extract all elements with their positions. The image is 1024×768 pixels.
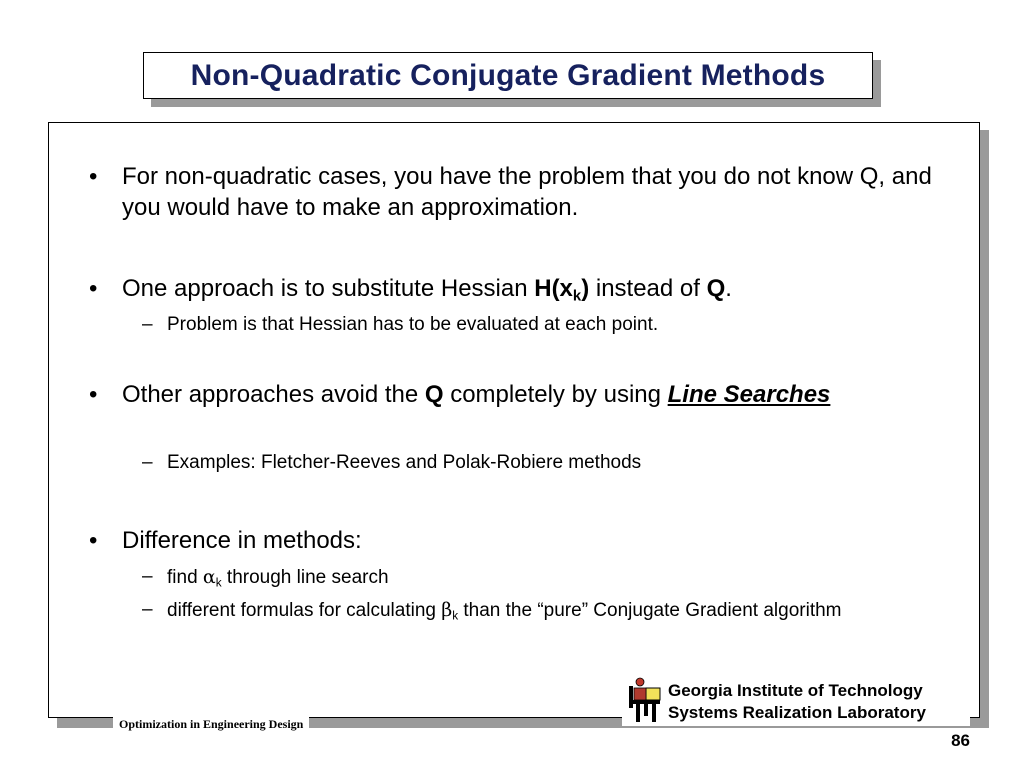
sub-text: find $\alpha_k$ through line search [167,566,389,590]
institution-block [622,676,970,726]
alpha-symbol: α [202,566,216,588]
page-number: 86 [951,731,970,750]
bullet-glyph: • [89,381,98,408]
course-name: Optimization in Engineering Design [113,715,309,733]
q-symbol: Q [424,381,444,408]
content-panel [48,122,980,718]
bullet-4-text: Difference in methods: [122,527,362,554]
title-box [143,52,873,99]
dash-glyph: – [142,599,153,620]
title-frame [143,52,873,99]
beta-symbol: β [441,599,453,621]
bullet-glyph: • [89,275,98,302]
bullet-2-text: One approach is to substitute Hessian $H(x_k)$ instead of Q. [122,275,732,305]
bullet-glyph: • [89,527,98,554]
georgia-tech-logo [626,676,666,724]
sub-text: Examples: Fletcher-Reeves and Polak-Robiere methods [167,452,642,473]
line-searches-link[interactable]: Line Searches [667,381,831,408]
dash-glyph: – [142,314,153,335]
institution-name: Georgia Institute of Technology [668,681,923,700]
lab-name: Systems Realization Laboratory [668,703,926,722]
dash-glyph: – [142,566,153,587]
bullet-3-text: Other approaches avoid the Q completely by using Line Searches [122,381,831,408]
hessian-symbol: $H(x_k)$ [534,275,590,305]
sub-text: different formulas for calculating $\beta_k$ than the “pure” Conjugate Gradient algorithm [167,599,842,623]
q-symbol: Q [706,275,726,302]
dash-glyph: – [142,452,153,473]
slide-title: Non-Quadratic Conjugate Gradient Methods [190,58,826,92]
bullet-glyph: • [89,163,98,190]
bullet-1-text: For non-quadratic cases, you have the problem that you do not know Q, and you would have to make an approximation. [122,163,932,221]
sub-text: Problem is that Hessian has to be evaluated at each point. [167,314,659,335]
